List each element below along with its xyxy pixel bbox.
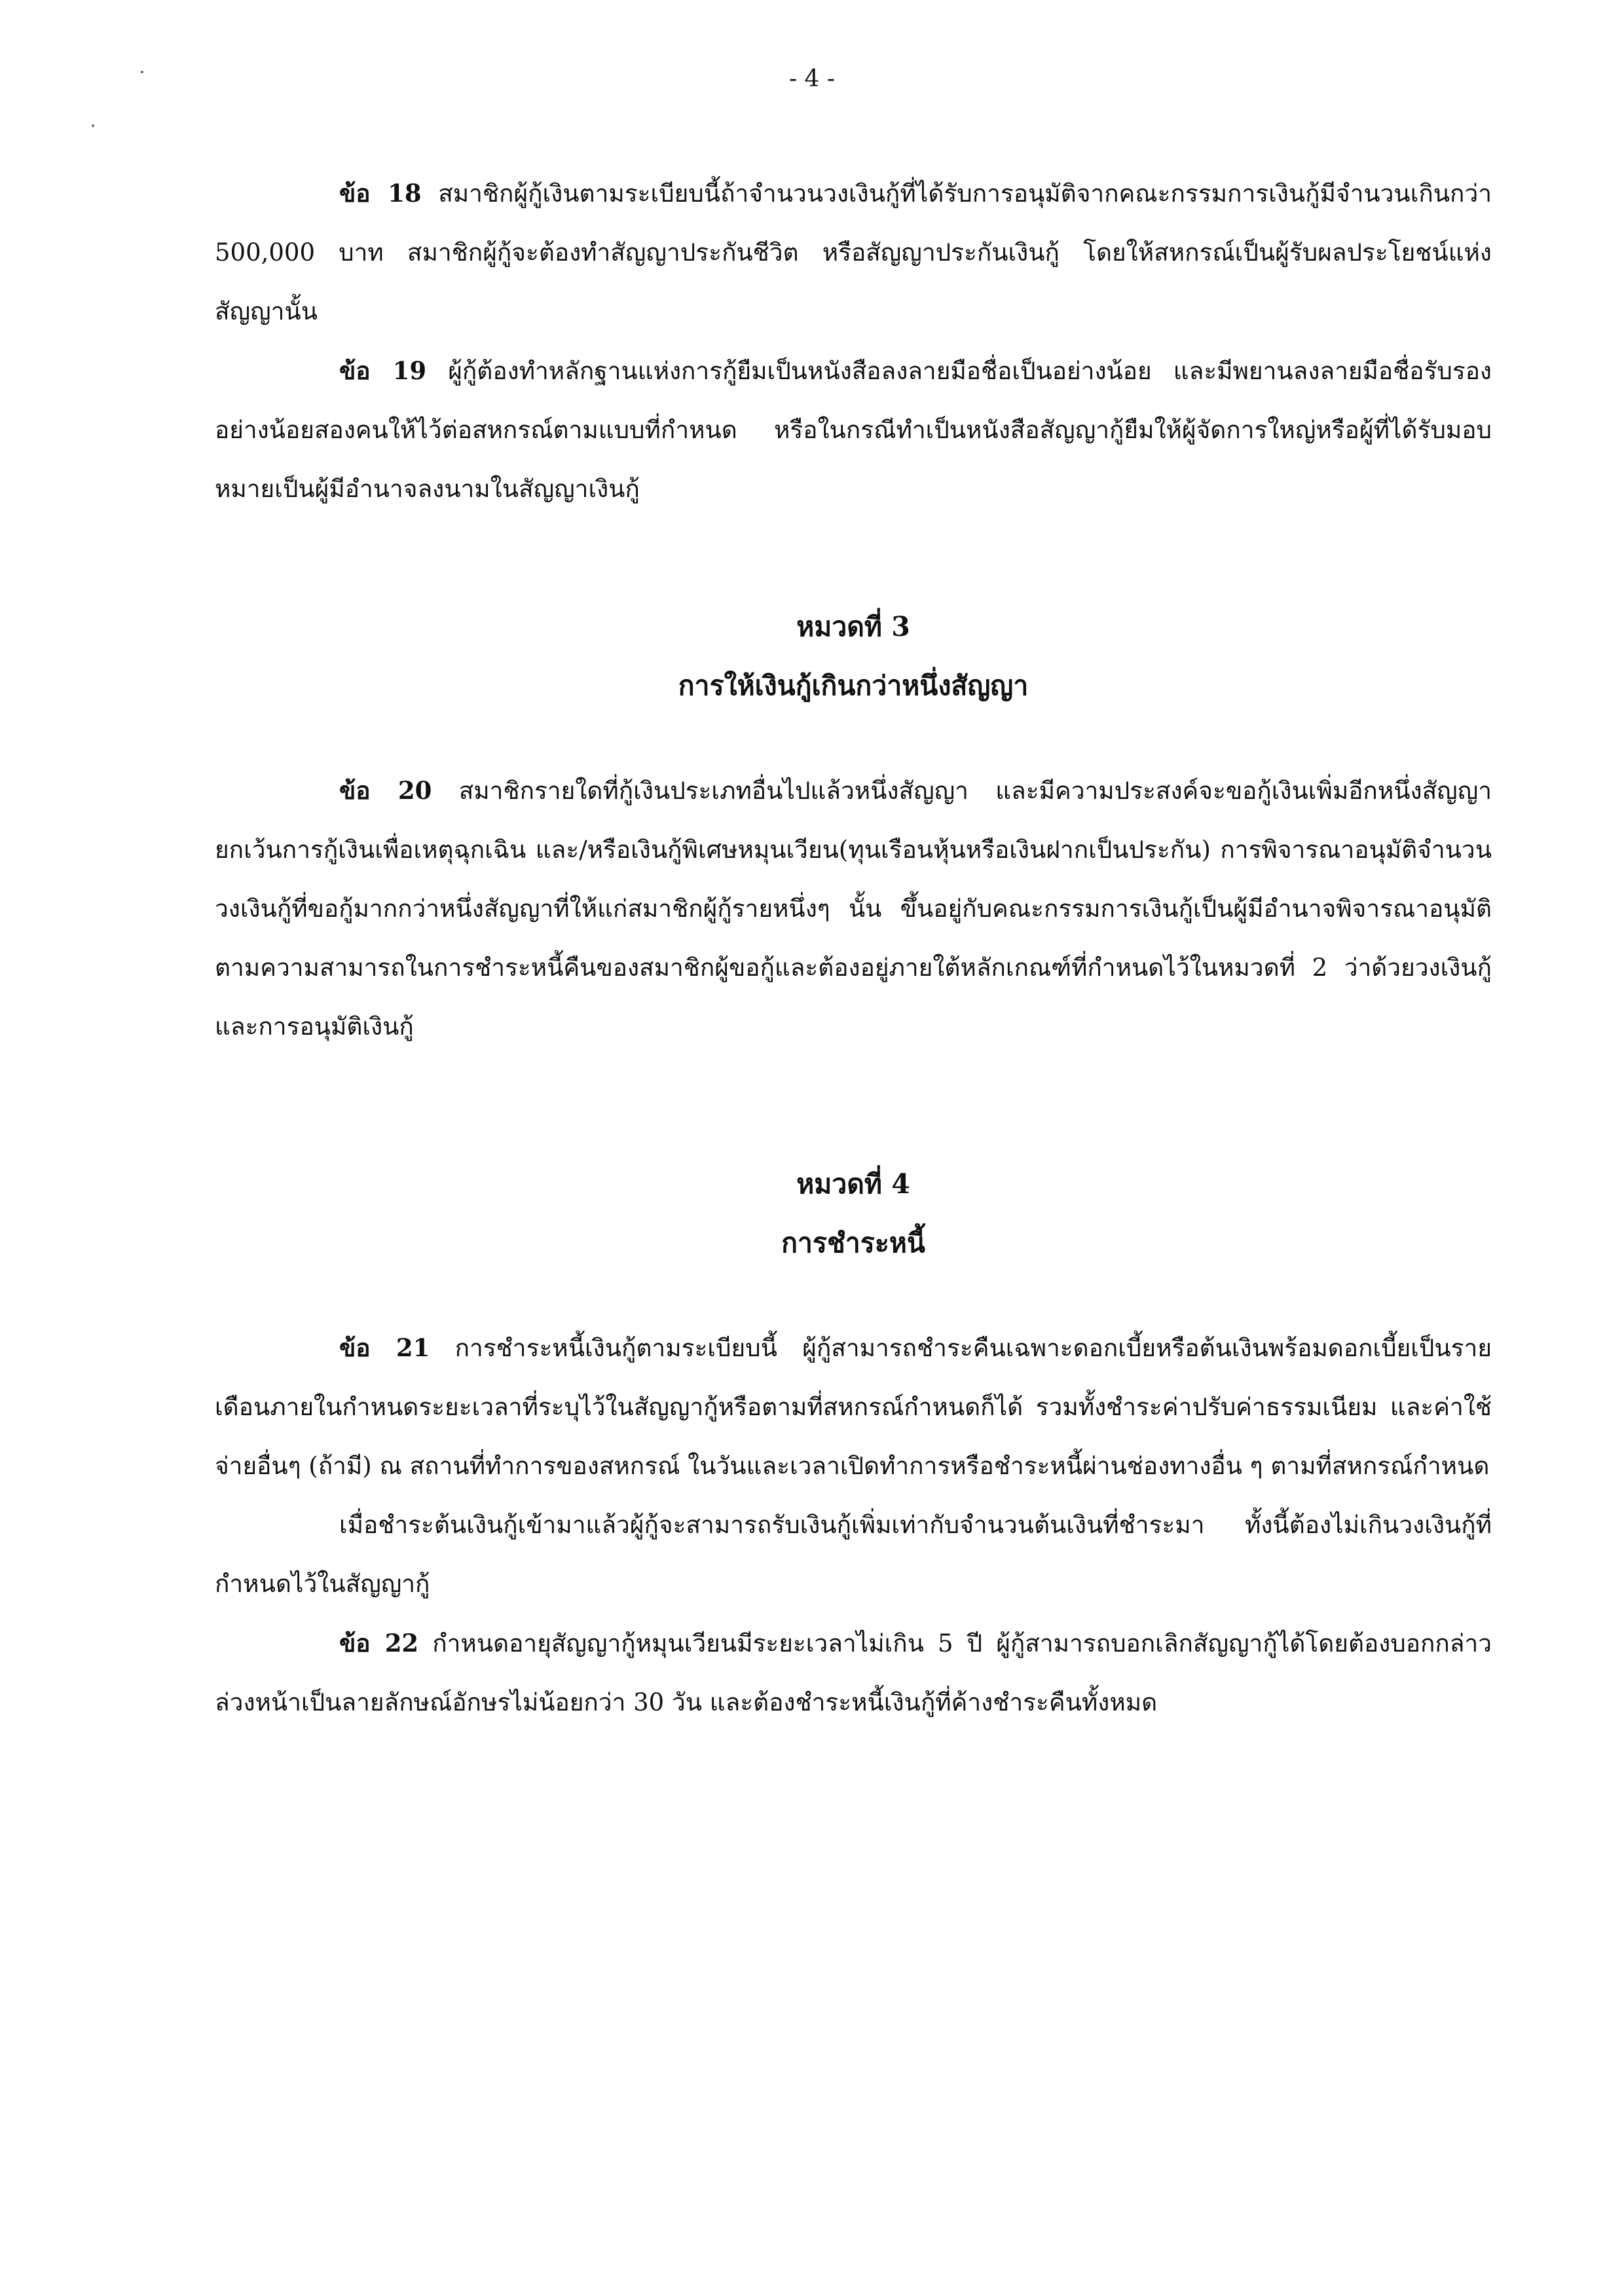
clause-text: การชำระหนี้เงินกู้ตามระเบียบนี้ ผู้กู้สามารถชำระคืนเฉพาะดอกเบี้ยหรือต้นเงินพร้อมดอกเบี้ยเป็นรายเดือนภายในกำหนดระยะเวลาที่ระบุไว้ในสัญญากู้หรือตามที่สหกรณ์กำหนดก็ได้ รวมทั้งชำระค่าปรับค่าธรรมเนียม และค่าใช้จ่ายอื่นๆ (ถ้ามี) ณ สถานที่ทำการของสหกรณ์ ในวันและเวลาเปิดทำการหรือชำระหนี้ผ่านช่องทางอื่น ๆ ตามที่สหกรณ์กำหนด (215, 1334, 1492, 1480)
clause-label: ข้อ 21 (339, 1333, 430, 1362)
clause-21 (215, 1318, 1492, 1496)
chapter-heading: การให้เงินกู้เกินกว่าหนึ่งสัญญา (678, 670, 1029, 701)
clause-19 (215, 341, 1492, 519)
clause-text: ผู้กู้ต้องทำหลักฐานแห่งการกู้ยืมเป็นหนังสือลงลายมือชื่อเป็นอย่างน้อย และมีพยานลงลายมือชื่อรับรองอย่างน้อยสองคนให้ไว้ต่อสหกรณ์ตามแบบที่กำหนด หรือในกรณีทำเป็นหนังสือสัญญากู้ยืมให้ผู้จัดการใหญ่หรือผู้ที่ได้รับมอบหมายเป็นผู้มีอำนาจลงนามในสัญญาเงินกู้ (215, 357, 1492, 503)
chapter-4-header (215, 1155, 1492, 1272)
clause-20 (215, 761, 1492, 1056)
clause-text: สมาชิกผู้กู้เงินตามระเบียบนี้ถ้าจำนวนวงเงินกู้ที่ได้รับการอนุมัติจากคณะกรรมการเงินกู้มีจำนวนเกินกว่า 500,000 บาท สมาชิกผู้กู้จะต้องทำสัญญาประกันชีวิต หรือสัญญาประกันเงินกู้ โดยให้สหกรณ์เป็นผู้รับผลประโยชน์แห่งสัญญานั้น (215, 179, 1492, 325)
clause-18 (215, 164, 1492, 341)
clause-21-paragraph-2 (215, 1496, 1492, 1614)
clause-label: ข้อ 22 (339, 1629, 419, 1657)
clause-text: สมาชิกรายใดที่กู้เงินประเภทอื่นไปแล้วหนึ่งสัญญา และมีความประสงค์จะขอกู้เงินเพิ่มอีกหนึ่งสัญญา ยกเว้นการกู้เงินเพื่อเหตุฉุกเฉิน และ/หรือเงินกู้พิเศษหมุนเวียน(ทุนเรือนหุ้นหรือเงินฝากเป็นประกัน) การพิจารณาอนุมัติจำนวนวงเงินกู้ที่ขอกู้มากกว่าหนึ่งสัญญาที่ให้แก่สมาชิกผู้กู้รายหนึ่งๆ นั้น ขึ้นอยู่กับคณะกรรมการเงินกู้เป็นผู้มีอำนาจพิจารณาอนุมัติ ตามความสามารถในการชำระหนี้คืนของสมาชิกผู้ขอกู้และต้องอยู่ภายใต้หลักเกณฑ์ที่กำหนดไว้ในหมวดที่ 2 ว่าด้วยวงเงินกู้และการอนุมัติเงินกู้ (215, 777, 1492, 1041)
clause-label: ข้อ 18 (339, 179, 422, 208)
clause-text: เมื่อชำระต้นเงินกู้เข้ามาแล้วผู้กู้จะสามารถรับเงินกู้เพิ่มเท่ากับจำนวนต้นเงินที่ชำระมา ทั้งนี้ต้องไม่เกินวงเงินกู้ที่กำหนดไว้ในสัญญากู้ (215, 1511, 1492, 1598)
chapter-3-header (215, 597, 1492, 715)
page-number: - 4 - (788, 65, 836, 92)
clause-label: ข้อ 20 (339, 776, 432, 805)
chapter-number: หมวดที่ 3 (796, 611, 910, 642)
chapter-heading: การชำระหนี้ (781, 1227, 925, 1259)
clause-label: ข้อ 19 (339, 356, 427, 385)
chapter-number: หมวดที่ 4 (796, 1168, 910, 1200)
document-body (215, 164, 1492, 1732)
clause-22 (215, 1614, 1492, 1732)
scan-speck (92, 124, 94, 127)
clause-text: กำหนดอายุสัญญากู้หมุนเวียนมีระยะเวลาไม่เกิน 5 ปี ผู้กู้สามารถบอกเลิกสัญญากู้ได้โดยต้องบอกกล่าวล่วงหน้าเป็นลายลักษณ์อักษรไม่น้อยกว่า 30 วัน และต้องชำระหนี้เงินกู้ที่ค้างชำระคืนทั้งหมด (215, 1629, 1492, 1716)
